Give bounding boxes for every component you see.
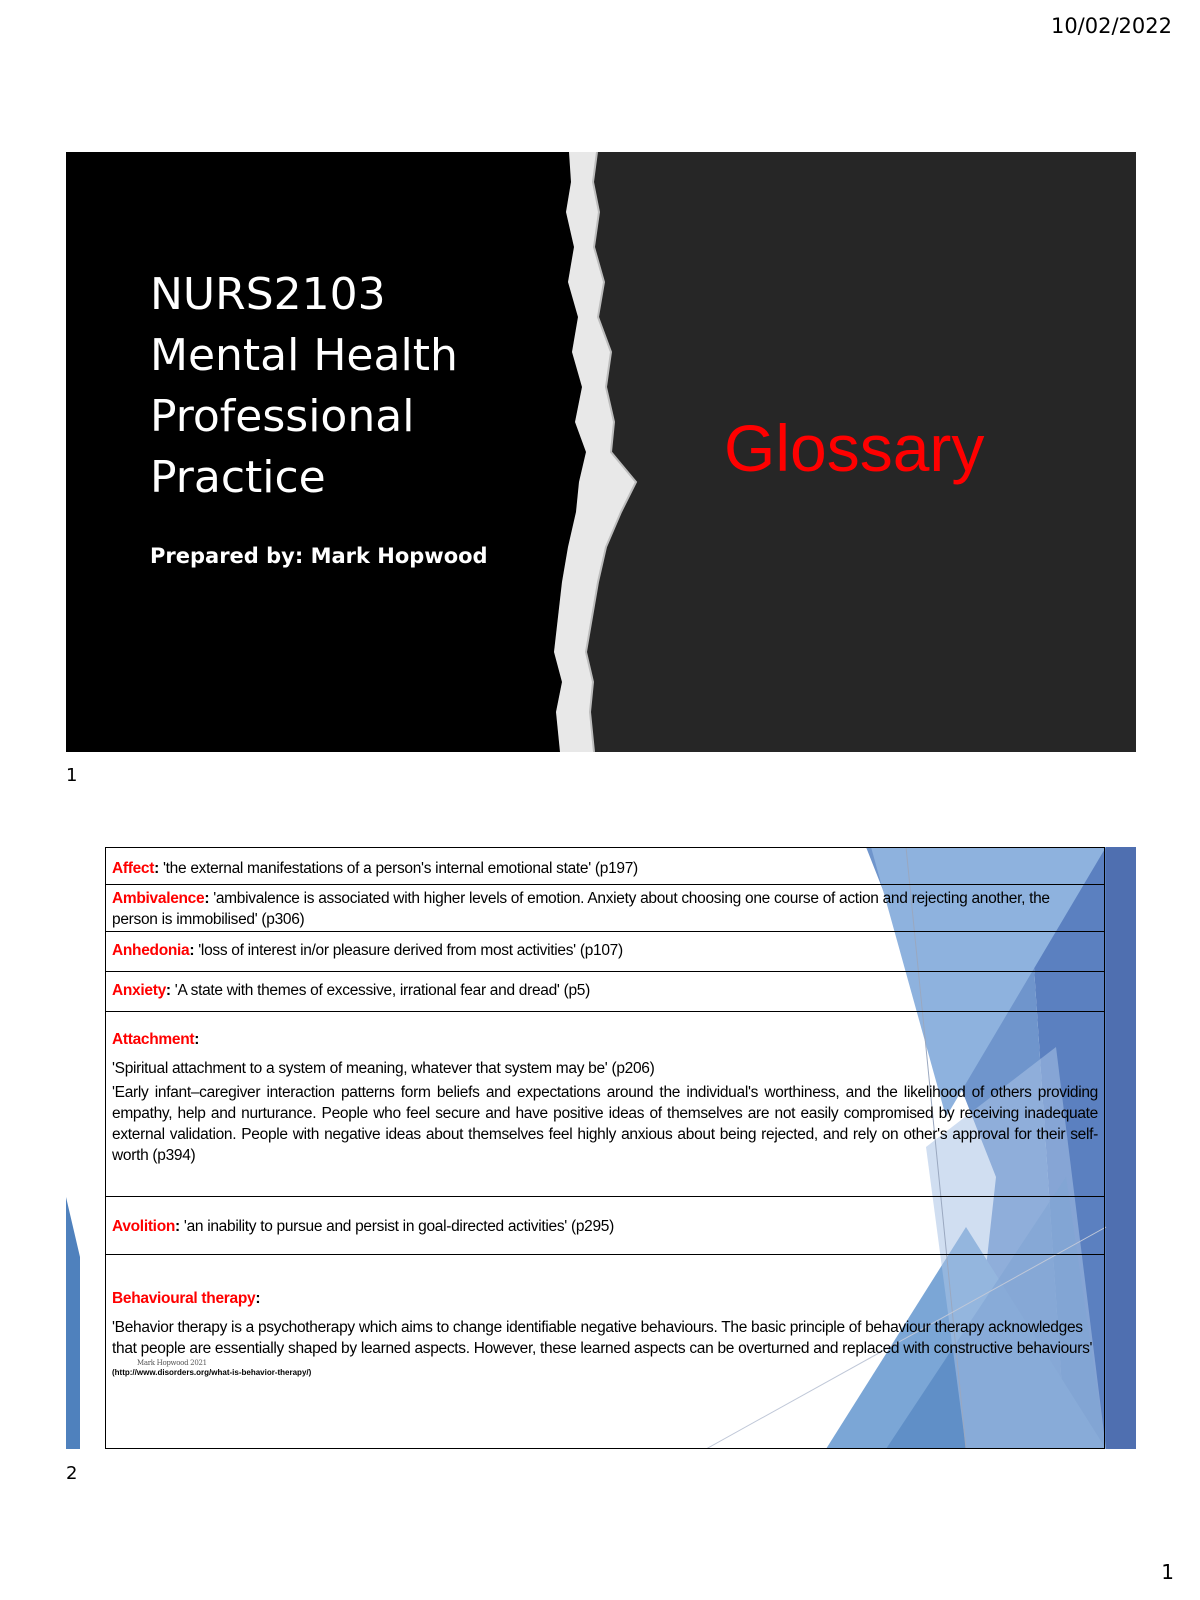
definition-attachment-2: 'Early infant–caregiver interaction patterns form beliefs and expectations around the individual's worthiness, and the likelihood of others providing empathy, help and nurturance. People who feel secure and have positive ideas of themselves are not easily compromised by receiving inadequate external validation. People with negative ideas about themselves feel highly anxious about being rejected, and rely on other's approval for their self-worth (p394) xyxy=(112,1084,1098,1164)
term-attachment: Attachment xyxy=(112,1031,195,1048)
entry-attachment: Attachment: 'Spiritual attachment to a system of meaning, whatever that system may be' (p206) 'Early infant–caregiver interaction patterns form beliefs and expectations around the individual's worthiness, and the likelihood of others providing empathy, help and nurturance. People who feel secure and have positive ideas of themselves are not easily compromised by receiving inadequate external validation. People with negative ideas about themselves feel highly anxious about being rejected, and rely on other's approval for their self-worth (p394) xyxy=(106,1012,1104,1197)
definition-anxiety: 'A state with themes of excessive, irrational fear and dread' (p5) xyxy=(174,982,590,999)
course-title xyxy=(150,264,530,508)
glossary-table xyxy=(105,847,1105,1449)
term-anxiety: Anxiety xyxy=(112,982,166,999)
term-ambivalence: Ambivalence xyxy=(112,890,205,907)
entry-anhedonia: Anhedonia: 'loss of interest in/or pleasure derived from most activities' (p107) xyxy=(106,932,1104,972)
entry-affect: Affect: 'the external manifestations of a person's internal emotional state' (p197) xyxy=(106,848,1104,885)
definition-affect: 'the external manifestations of a person's internal emotional state' (p197) xyxy=(163,860,638,877)
page-date: 10/02/2022 xyxy=(1050,14,1172,38)
title-line-code: NURS2103 xyxy=(150,269,386,320)
entry-anxiety: Anxiety: 'A state with themes of excessive, irrational fear and dread' (p5) xyxy=(106,972,1104,1012)
entry-behavioural-therapy: Behavioural therapy: 'Behavior therapy is a psychotherapy which aims to change identifiable negative behaviours. The basic principle of behaviour therapy acknowledges that people are essentially shaped by learned aspects. However, these learned aspects can be overturned and replaced with constructive behaviours' Mark Hopwood 2021 (http://www.disorders.org/what-is-behavior-therapy/) xyxy=(106,1255,1104,1448)
entry-ambivalence: Ambivalence: 'ambivalence is associated with higher levels of emotion. Anxiety about choosing one course of action and rejecting another, the person is immobilised' (p306) xyxy=(106,885,1104,932)
definition-behavioural-therapy: 'Behavior therapy is a psychotherapy which aims to change identifiable negative behaviours. The basic principle of behaviour therapy acknowledges that people are essentially shaped by learned aspects. However, these learned aspects can be overturned and replaced with constructive behaviours' xyxy=(112,1319,1093,1357)
title-line-3: Professional xyxy=(150,391,415,442)
footer-caption: Mark Hopwood 2021 xyxy=(137,1359,207,1367)
glossary-slide xyxy=(66,847,1136,1449)
slide-number-2: 2 xyxy=(66,1463,78,1484)
glossary-heading: Glossary xyxy=(724,411,985,485)
term-behavioural-therapy: Behavioural therapy xyxy=(112,1290,256,1307)
title-line-4: Practice xyxy=(150,452,326,503)
definition-anhedonia: 'loss of interest in/or pleasure derived from most activities' (p107) xyxy=(198,942,623,959)
prepared-by: Prepared by: Mark Hopwood xyxy=(150,544,488,568)
title-line-2: Mental Health xyxy=(150,330,458,381)
source-link[interactable]: (http://www.disorders.org/what-is-behavior-therapy/) xyxy=(112,1368,312,1377)
term-affect: Affect xyxy=(112,860,155,877)
definition-avolition: 'an inability to pursue and persist in goal-directed activities' (p295) xyxy=(183,1218,614,1235)
definition-attachment-1: 'Spiritual attachment to a system of meaning, whatever that system may be' (p206) xyxy=(112,1060,655,1077)
term-avolition: Avolition xyxy=(112,1218,176,1235)
definition-ambivalence: 'ambivalence is associated with higher levels of emotion. Anxiety about choosing one course of action and rejecting another, the person is immobilised' (p306) xyxy=(112,890,1050,928)
title-slide xyxy=(66,152,1136,752)
page-number: 1 xyxy=(1161,1560,1174,1584)
slide-number-1: 1 xyxy=(66,765,78,786)
term-anhedonia: Anhedonia xyxy=(112,942,190,959)
entry-avolition: Avolition: 'an inability to pursue and persist in goal-directed activities' (p295) xyxy=(106,1197,1104,1255)
